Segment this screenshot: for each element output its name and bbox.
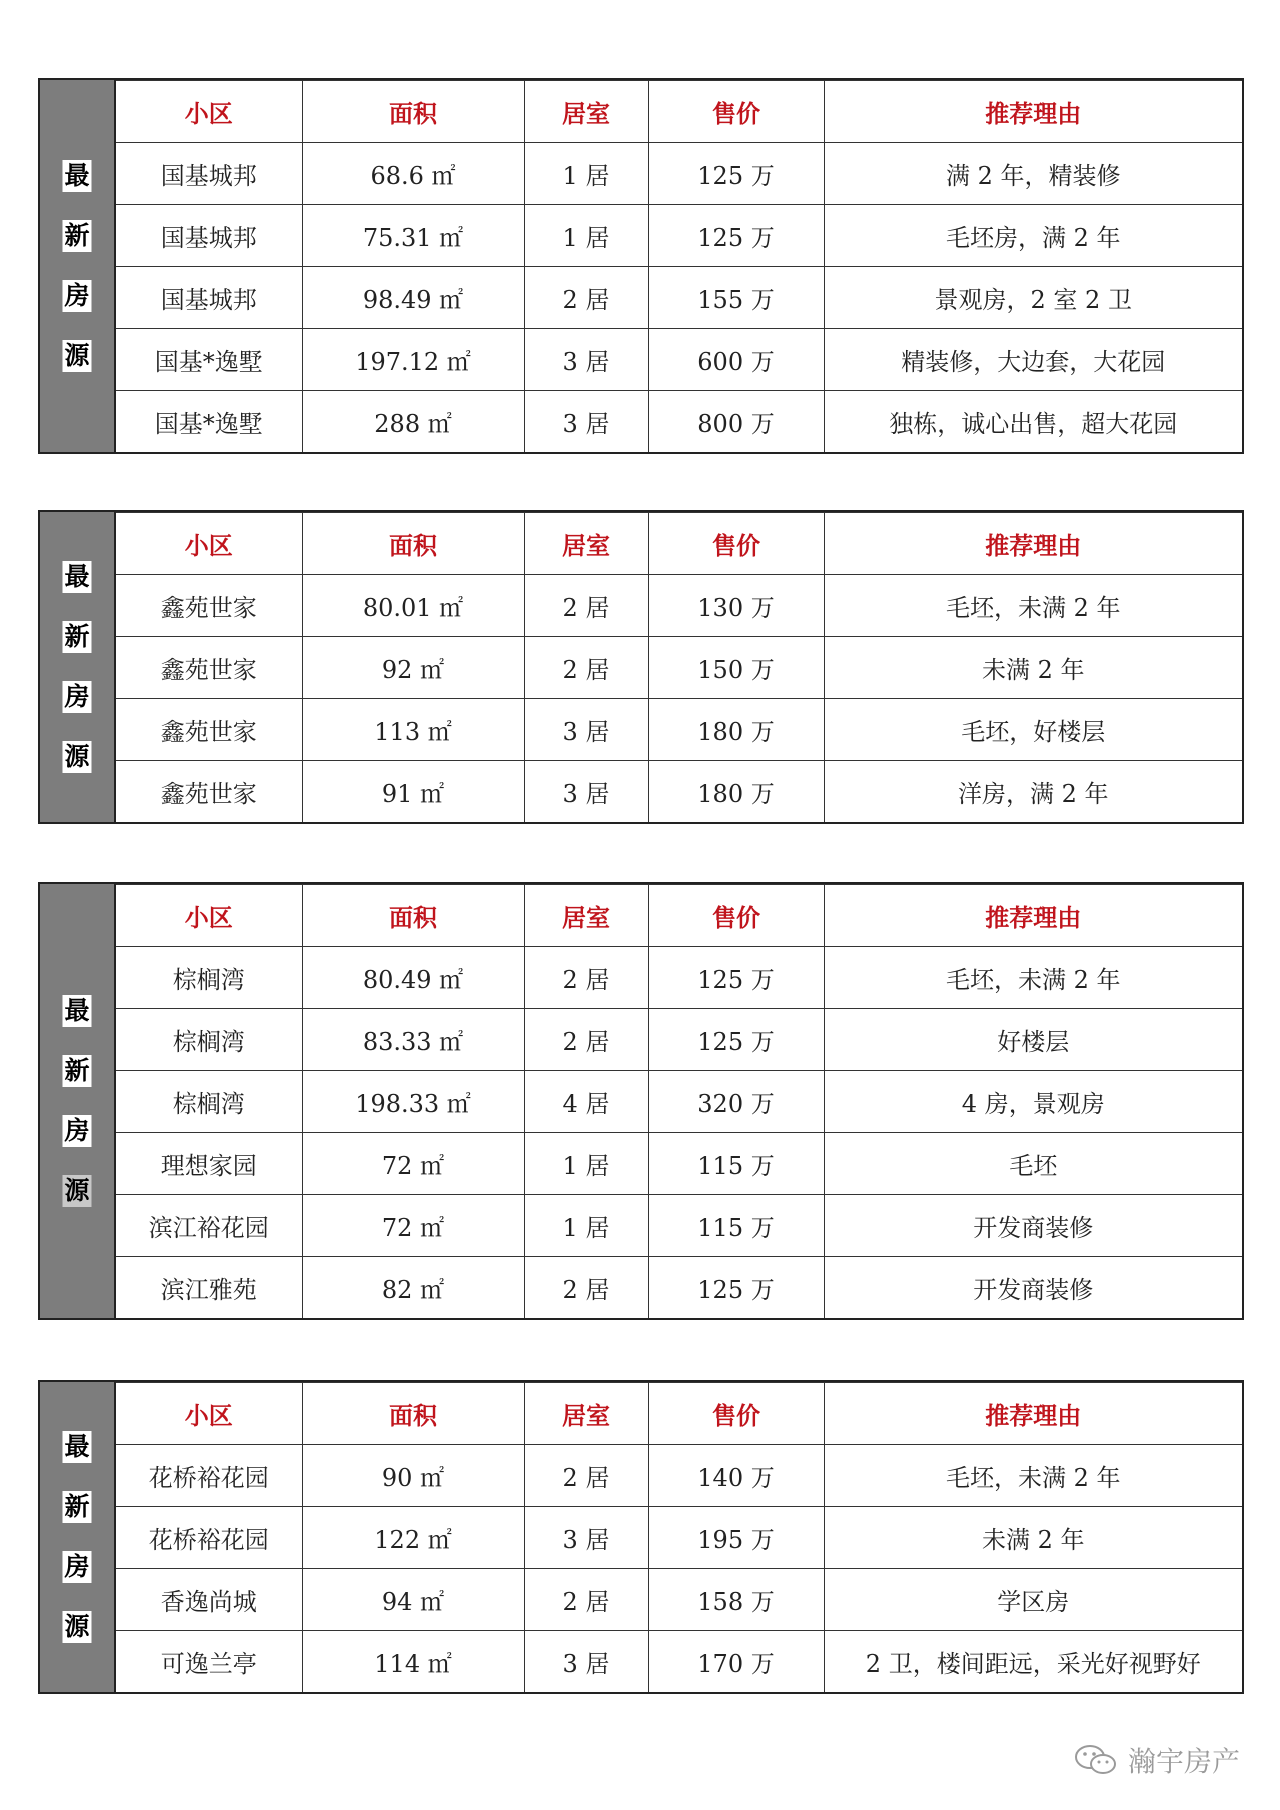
cell-reason: 独栋，诚心出售，超大花园 <box>824 391 1242 453</box>
cell-reason: 开发商装修 <box>824 1257 1242 1319</box>
cell-price: 155 万 <box>648 267 824 329</box>
cell-rooms: 1 居 <box>524 205 648 267</box>
table-row <box>116 637 1242 699</box>
cell-community: 国基*逸墅 <box>116 329 302 391</box>
table-row <box>116 1445 1242 1507</box>
cell-price: 320 万 <box>648 1071 824 1133</box>
table-row <box>116 143 1242 205</box>
cell-rooms: 3 居 <box>524 1507 648 1569</box>
cell-reason: 毛坯，未满 2 年 <box>824 1445 1242 1507</box>
header-reason: 推荐理由 <box>824 1383 1242 1445</box>
cell-reason: 4 房，景观房 <box>824 1071 1242 1133</box>
cell-area: 122 ㎡ <box>302 1507 524 1569</box>
cell-rooms: 2 居 <box>524 1569 648 1631</box>
table-row <box>116 1257 1242 1319</box>
cell-rooms: 3 居 <box>524 1631 648 1693</box>
cell-rooms: 2 居 <box>524 1445 648 1507</box>
cell-community: 鑫苑世家 <box>116 575 302 637</box>
side-label-char: 源 <box>64 341 90 370</box>
side-label-char: 源 <box>64 742 90 771</box>
side-label-char: 源 <box>64 1176 90 1205</box>
side-label-char: 源 <box>64 1612 90 1641</box>
cell-reason: 未满 2 年 <box>824 637 1242 699</box>
cell-area: 90 ㎡ <box>302 1445 524 1507</box>
side-label-char: 房 <box>64 281 90 310</box>
header-price: 售价 <box>648 1383 824 1445</box>
cell-price: 195 万 <box>648 1507 824 1569</box>
cell-price: 600 万 <box>648 329 824 391</box>
table-row <box>116 1009 1242 1071</box>
cell-rooms: 2 居 <box>524 1009 648 1071</box>
cell-price: 180 万 <box>648 699 824 761</box>
cell-area: 80.01 ㎡ <box>302 575 524 637</box>
cell-community: 棕榈湾 <box>116 1009 302 1071</box>
watermark <box>1074 1740 1240 1780</box>
side-label-char: 新 <box>64 1056 90 1085</box>
header-area: 面积 <box>302 885 524 947</box>
cell-community: 理想家园 <box>116 1133 302 1195</box>
listing-block <box>38 1380 1244 1694</box>
cell-reason: 好楼层 <box>824 1009 1242 1071</box>
cell-area: 98.49 ㎡ <box>302 267 524 329</box>
table-row <box>116 1631 1242 1693</box>
cell-rooms: 3 居 <box>524 329 648 391</box>
cell-area: 68.6 ㎡ <box>302 143 524 205</box>
cell-rooms: 2 居 <box>524 637 648 699</box>
cell-reason: 未满 2 年 <box>824 1507 1242 1569</box>
cell-reason: 2 卫，楼间距远，采光好视野好 <box>824 1631 1242 1693</box>
cell-area: 94 ㎡ <box>302 1569 524 1631</box>
listing-table <box>116 512 1242 822</box>
cell-community: 鑫苑世家 <box>116 761 302 823</box>
side-label-char: 房 <box>64 1116 90 1145</box>
cell-community: 滨江裕花园 <box>116 1195 302 1257</box>
cell-reason: 毛坯 <box>824 1133 1242 1195</box>
cell-community: 棕榈湾 <box>116 947 302 1009</box>
cell-reason: 毛坯，好楼层 <box>824 699 1242 761</box>
cell-rooms: 1 居 <box>524 143 648 205</box>
table-row <box>116 329 1242 391</box>
side-label-char: 新 <box>64 622 90 651</box>
cell-rooms: 3 居 <box>524 391 648 453</box>
header-rooms: 居室 <box>524 1383 648 1445</box>
cell-community: 国基城邦 <box>116 267 302 329</box>
side-label <box>40 1382 116 1692</box>
cell-reason: 毛坯房，满 2 年 <box>824 205 1242 267</box>
cell-area: 114 ㎡ <box>302 1631 524 1693</box>
cell-reason: 学区房 <box>824 1569 1242 1631</box>
cell-community: 花桥裕花园 <box>116 1507 302 1569</box>
header-row <box>116 513 1242 575</box>
cell-price: 125 万 <box>648 947 824 1009</box>
cell-community: 棕榈湾 <box>116 1071 302 1133</box>
cell-rooms: 2 居 <box>524 575 648 637</box>
header-community: 小区 <box>116 1383 302 1445</box>
cell-reason: 满 2 年，精装修 <box>824 143 1242 205</box>
cell-area: 91 ㎡ <box>302 761 524 823</box>
cell-rooms: 2 居 <box>524 267 648 329</box>
side-label <box>40 884 116 1318</box>
listing-block <box>38 882 1244 1320</box>
cell-price: 158 万 <box>648 1569 824 1631</box>
side-label-char: 新 <box>64 221 90 250</box>
side-label-char: 房 <box>64 1552 90 1581</box>
cell-reason: 景观房，2 室 2 卫 <box>824 267 1242 329</box>
side-label-char: 最 <box>64 996 90 1025</box>
header-area: 面积 <box>302 81 524 143</box>
side-label-char: 最 <box>64 161 90 190</box>
cell-price: 115 万 <box>648 1195 824 1257</box>
watermark-text: 瀚宇房产 <box>1127 1745 1240 1778</box>
cell-community: 可逸兰亭 <box>116 1631 302 1693</box>
header-area: 面积 <box>302 1383 524 1445</box>
cell-price: 180 万 <box>648 761 824 823</box>
table-row <box>116 761 1242 823</box>
cell-area: 83.33 ㎡ <box>302 1009 524 1071</box>
cell-community: 花桥裕花园 <box>116 1445 302 1507</box>
table-row <box>116 391 1242 453</box>
cell-area: 75.31 ㎡ <box>302 205 524 267</box>
side-label <box>40 512 116 822</box>
listing-table <box>116 884 1242 1318</box>
header-reason: 推荐理由 <box>824 81 1242 143</box>
header-community: 小区 <box>116 885 302 947</box>
header-row <box>116 1383 1242 1445</box>
listing-block <box>38 510 1244 824</box>
cell-community: 滨江雅苑 <box>116 1257 302 1319</box>
header-rooms: 居室 <box>524 513 648 575</box>
cell-rooms: 3 居 <box>524 699 648 761</box>
header-reason: 推荐理由 <box>824 513 1242 575</box>
cell-rooms: 2 居 <box>524 947 648 1009</box>
cell-price: 125 万 <box>648 1257 824 1319</box>
listing-table <box>116 80 1242 452</box>
cell-rooms: 3 居 <box>524 761 648 823</box>
side-label-char: 最 <box>64 562 90 591</box>
listing-table <box>116 1382 1242 1692</box>
cell-price: 130 万 <box>648 575 824 637</box>
cell-community: 国基*逸墅 <box>116 391 302 453</box>
listing-block <box>38 78 1244 454</box>
table-row <box>116 1569 1242 1631</box>
cell-rooms: 2 居 <box>524 1257 648 1319</box>
cell-reason: 毛坯，未满 2 年 <box>824 947 1242 1009</box>
header-price: 售价 <box>648 513 824 575</box>
table-row <box>116 205 1242 267</box>
cell-community: 国基城邦 <box>116 205 302 267</box>
header-community: 小区 <box>116 513 302 575</box>
table-row <box>116 1133 1242 1195</box>
cell-reason: 洋房，满 2 年 <box>824 761 1242 823</box>
side-label <box>40 80 116 452</box>
side-label-char: 房 <box>64 682 90 711</box>
table-row <box>116 267 1242 329</box>
header-row <box>116 885 1242 947</box>
cell-price: 140 万 <box>648 1445 824 1507</box>
cell-area: 92 ㎡ <box>302 637 524 699</box>
header-row <box>116 81 1242 143</box>
cell-rooms: 1 居 <box>524 1195 648 1257</box>
header-price: 售价 <box>648 81 824 143</box>
header-reason: 推荐理由 <box>824 885 1242 947</box>
cell-community: 香逸尚城 <box>116 1569 302 1631</box>
cell-reason: 开发商装修 <box>824 1195 1242 1257</box>
cell-area: 72 ㎡ <box>302 1133 524 1195</box>
table-row <box>116 947 1242 1009</box>
cell-area: 80.49 ㎡ <box>302 947 524 1009</box>
cell-community: 鑫苑世家 <box>116 637 302 699</box>
cell-reason: 毛坯，未满 2 年 <box>824 575 1242 637</box>
cell-area: 197.12 ㎡ <box>302 329 524 391</box>
cell-price: 125 万 <box>648 1009 824 1071</box>
cell-rooms: 4 居 <box>524 1071 648 1133</box>
cell-price: 125 万 <box>648 205 824 267</box>
header-rooms: 居室 <box>524 81 648 143</box>
side-label-char: 最 <box>64 1432 90 1461</box>
cell-community: 国基城邦 <box>116 143 302 205</box>
cell-price: 800 万 <box>648 391 824 453</box>
header-area: 面积 <box>302 513 524 575</box>
cell-price: 150 万 <box>648 637 824 699</box>
cell-price: 115 万 <box>648 1133 824 1195</box>
cell-reason: 精装修，大边套，大花园 <box>824 329 1242 391</box>
table-row <box>116 1071 1242 1133</box>
cell-area: 82 ㎡ <box>302 1257 524 1319</box>
cell-area: 72 ㎡ <box>302 1195 524 1257</box>
header-community: 小区 <box>116 81 302 143</box>
cell-area: 198.33 ㎡ <box>302 1071 524 1133</box>
table-row <box>116 575 1242 637</box>
cell-rooms: 1 居 <box>524 1133 648 1195</box>
cell-price: 170 万 <box>648 1631 824 1693</box>
header-price: 售价 <box>648 885 824 947</box>
side-label-char: 新 <box>64 1492 90 1521</box>
table-row <box>116 1195 1242 1257</box>
wechat-icon <box>1074 1743 1118 1777</box>
table-row <box>116 1507 1242 1569</box>
cell-price: 125 万 <box>648 143 824 205</box>
header-rooms: 居室 <box>524 885 648 947</box>
cell-area: 288 ㎡ <box>302 391 524 453</box>
cell-area: 113 ㎡ <box>302 699 524 761</box>
cell-community: 鑫苑世家 <box>116 699 302 761</box>
table-row <box>116 699 1242 761</box>
